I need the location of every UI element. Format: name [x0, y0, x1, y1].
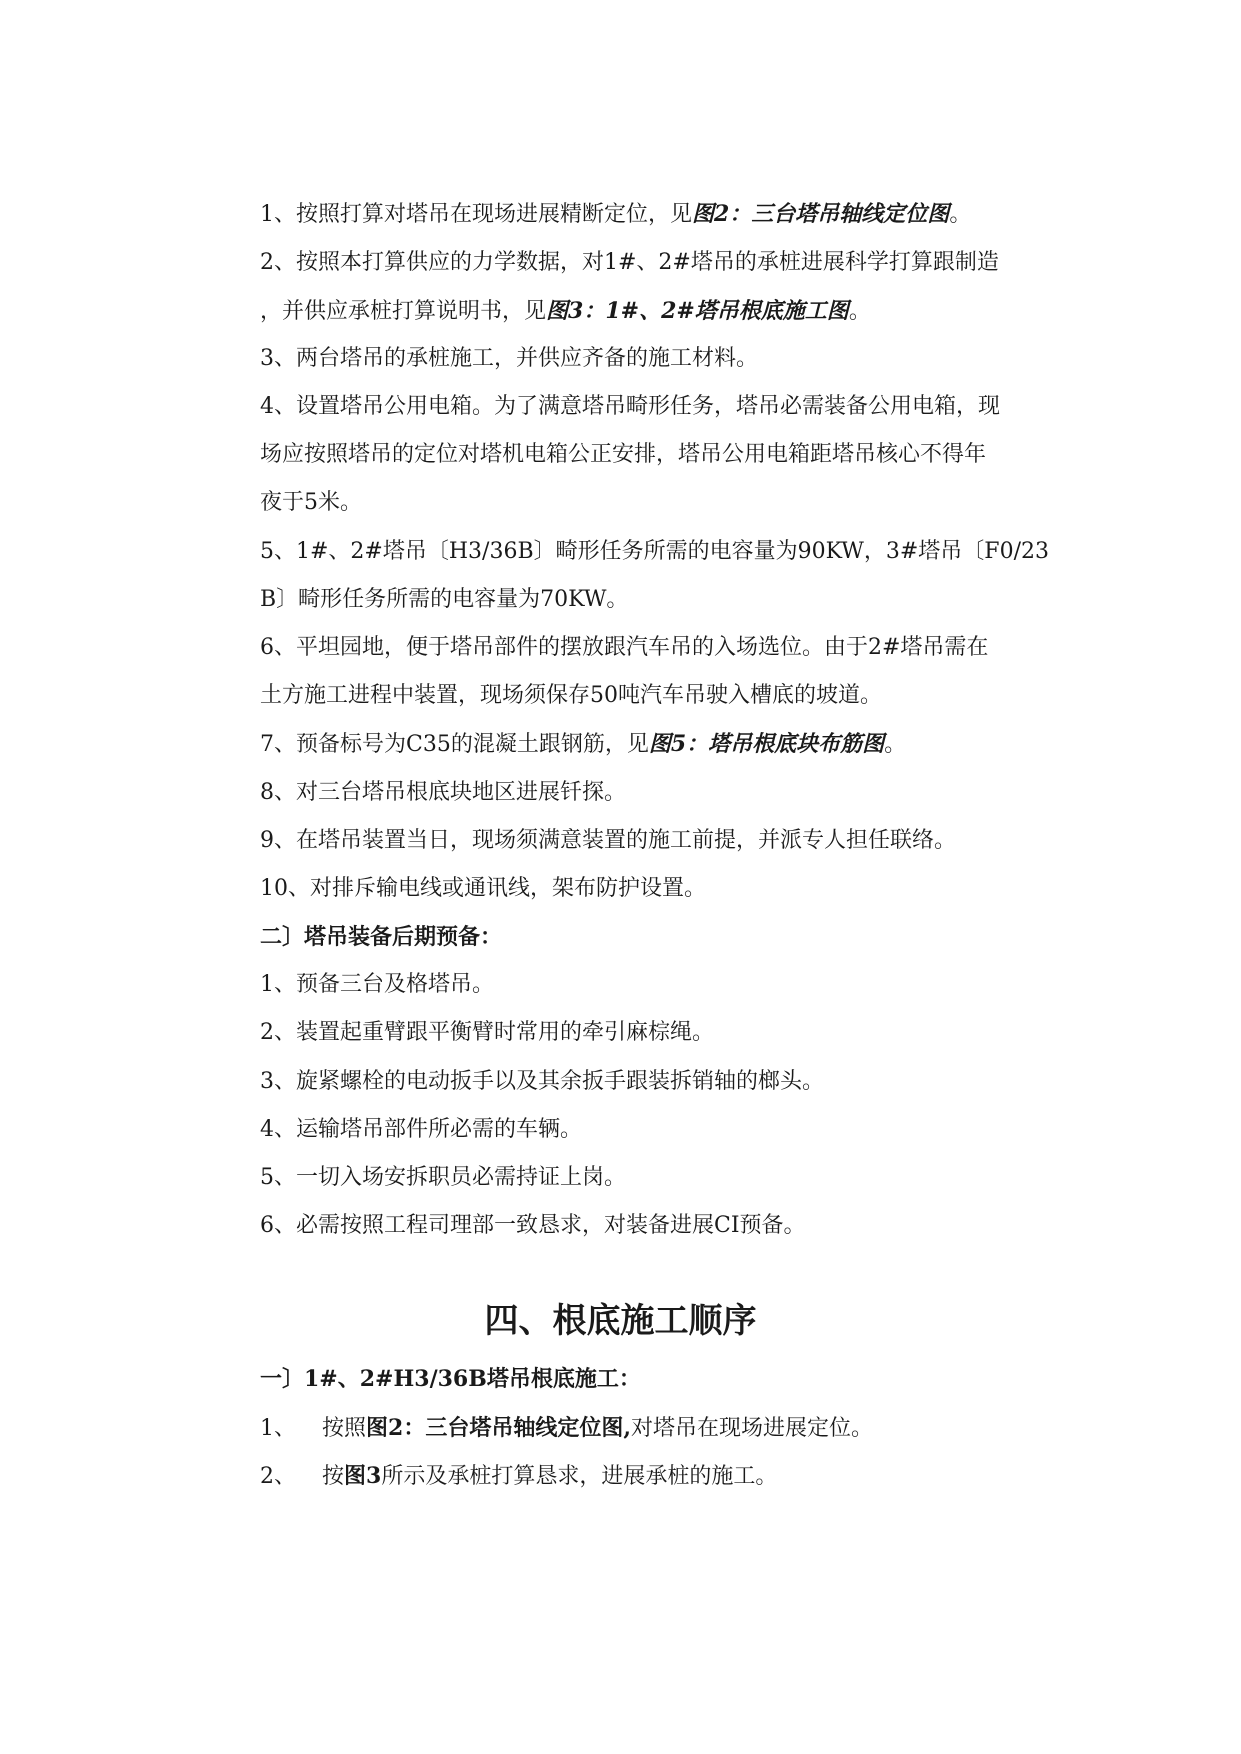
- item-4-line-3: 夜于5米。: [260, 490, 362, 515]
- step-text: 所示及承桩打算恳求，进展承桩的施工。: [381, 1464, 778, 1489]
- list-item: 4、运输塔吊部件所必需的车辆。: [260, 1117, 582, 1142]
- item-text: 7、预备标号为C35的混凝土跟钢筋，见: [260, 732, 649, 757]
- item-end: 。: [949, 202, 972, 227]
- item-8: 8、对三台塔吊根底块地区进展钎探。: [260, 780, 626, 805]
- item-2-line-1: 2、按照本打算供应的力学数据，对1#、2#塔吊的承桩进展科学打算跟制造: [260, 250, 999, 275]
- list-item: 6、必需按照工程司理部一致恳求，对装备进展CI预备。: [260, 1213, 806, 1238]
- step-1: [260, 1413, 873, 1444]
- figure-reference: 图3: [344, 1463, 382, 1489]
- step-2: [260, 1461, 777, 1492]
- subsection-title: 二〕塔吊装备后期预备：: [260, 924, 503, 950]
- item-end: 。: [884, 732, 907, 757]
- item-2-line-2: [260, 296, 871, 327]
- item-text: 1、按照打算对塔吊在现场进展精断定位，见: [260, 202, 692, 227]
- item-1: [260, 199, 971, 230]
- item-5-line-1: 5、1#、2#塔吊〔H3/36B〕畸形任务所需的电容量为90KW，3#塔吊〔F0/23: [260, 539, 1049, 564]
- item-9: 9、在塔吊装置当日，现场须满意装置的施工前提，并派专人担任联络。: [260, 828, 956, 853]
- step-prefix: 按照: [322, 1416, 367, 1441]
- figure-reference: 图3：1#、2#塔吊根底施工图: [546, 298, 849, 324]
- item-4-line-2: 场应按照塔吊的定位对塔机电箱公正安排，塔吊公用电箱距塔吊核心不得年: [260, 442, 987, 467]
- list-item: 1、预备三台及格塔吊。: [260, 972, 494, 997]
- figure-reference: 图2：三台塔吊轴线定位图,: [366, 1415, 631, 1441]
- list-item: 3、旋紧螺栓的电动扳手以及其余扳手跟装拆销轴的榔头。: [260, 1069, 824, 1094]
- list-item: 2、装置起重臂跟平衡臂时常用的牵引麻棕绳。: [260, 1020, 714, 1045]
- section-subtitle: 一〕1#、2#H3/36B塔吊根底施工：: [260, 1366, 641, 1392]
- item-6-line-1: 6、平坦园地，便于塔吊部件的摆放跟汽车吊的入场选位。由于2#塔吊需在: [260, 635, 989, 660]
- step-text: 对塔吊在现场进展定位。: [630, 1416, 873, 1441]
- item-4-line-1: 4、设置塔吊公用电箱。为了满意塔吊畸形任务，塔吊必需装备公用电箱，现: [260, 394, 1000, 419]
- step-number: 2、: [260, 1464, 296, 1489]
- section-heading: 四、根底施工顺序: [484, 1301, 757, 1341]
- list-item: 5、一切入场安拆职员必需持证上岗。: [260, 1165, 626, 1190]
- item-end: 。: [848, 299, 871, 324]
- item-10: 10、对排斥输电线或通讯线，架布防护设置。: [260, 876, 706, 901]
- figure-reference: 图5：塔吊根底块布筋图: [648, 731, 885, 757]
- step-number: 1、: [260, 1416, 296, 1441]
- item-text: ，并供应承桩打算说明书，见: [260, 299, 547, 324]
- figure-reference: 图2：三台塔吊轴线定位图: [692, 201, 950, 227]
- item-7: [260, 729, 906, 760]
- item-6-line-2: 土方施工进程中装置，现场须保存50吨汽车吊驶入槽底的坡道。: [260, 683, 882, 708]
- item-5-line-2: B〕畸形任务所需的电容量为70KW。: [260, 587, 629, 612]
- item-3: 3、两台塔吊的承桩施工，并供应齐备的施工材料。: [260, 346, 758, 371]
- step-prefix: 按: [322, 1464, 345, 1489]
